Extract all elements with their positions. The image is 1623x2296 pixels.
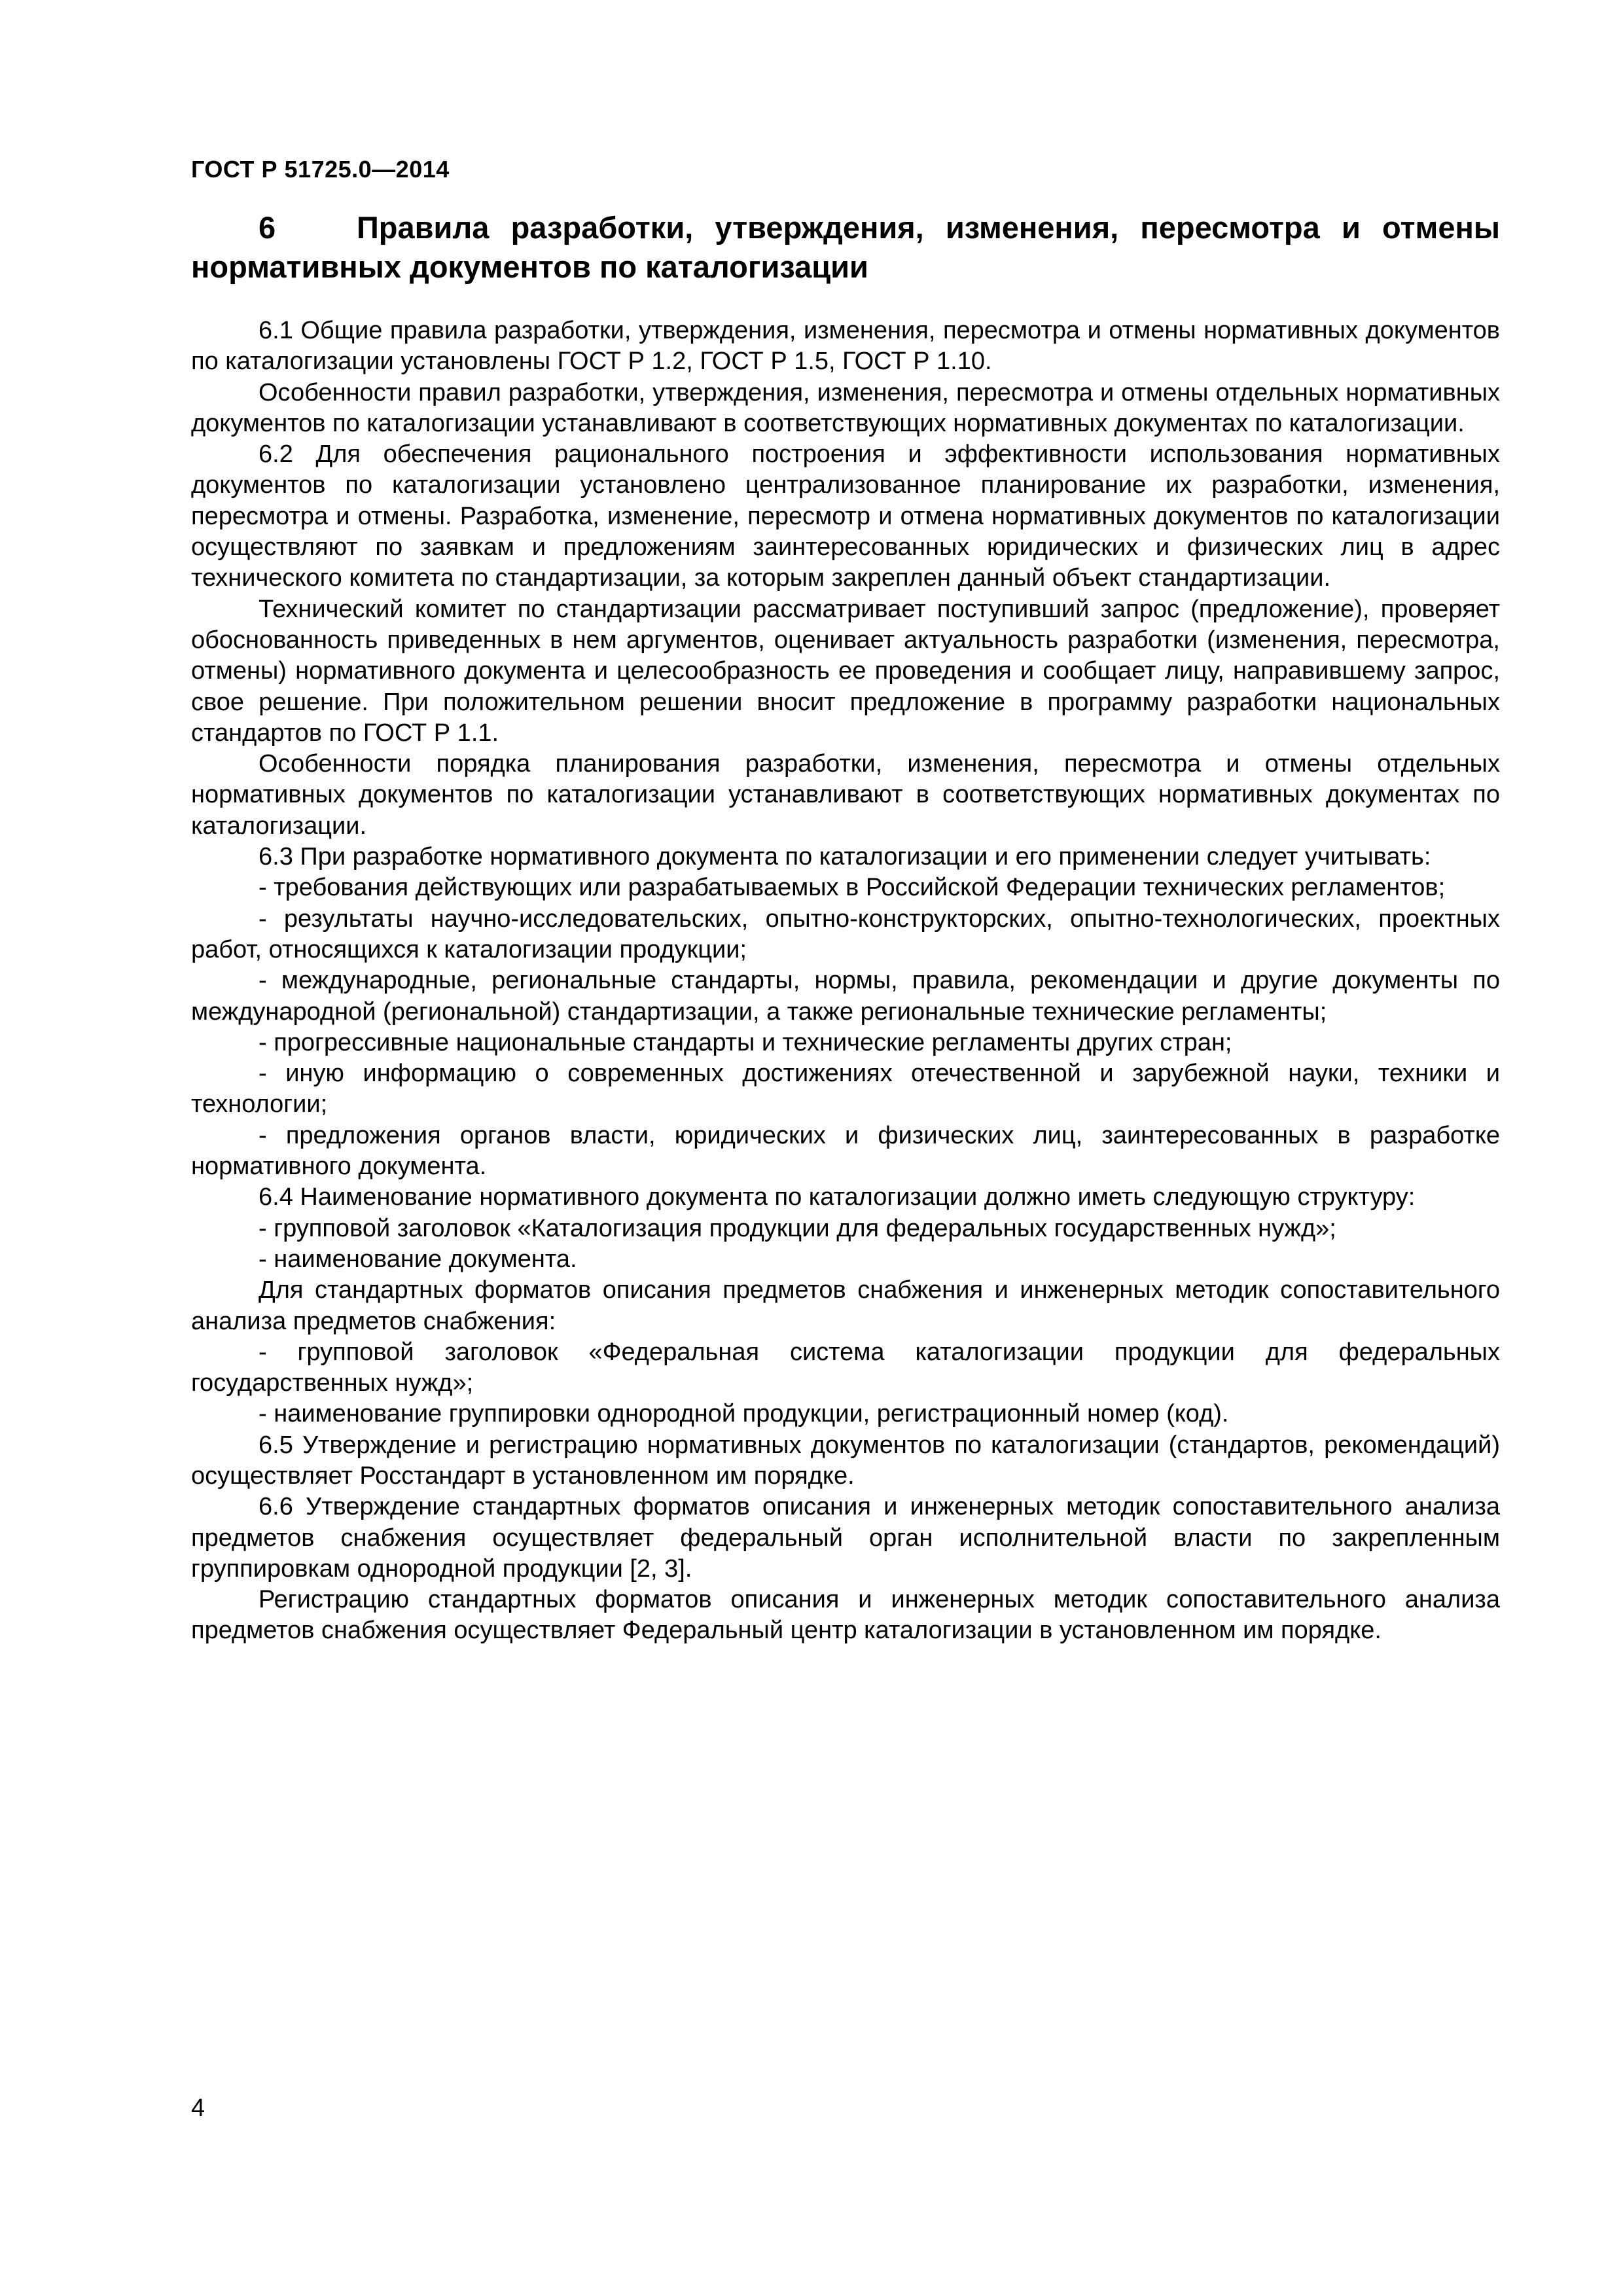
document-code-header: ГОСТ Р 51725.0—2014 [191,156,450,183]
paragraph: Для стандартных форматов описания предметов снабжения и инженерных методик сопоставительного анализа предметов снабжения: [191,1276,1500,1335]
paragraph-6-3: 6.3 При разработке нормативного документа по каталогизации и его применении следует учитывать: [259,843,1431,871]
paragraph: Регистрацию стандартных форматов описания и инженерных методик сопоставительного анализа предметов снабжения осуществляет Федеральный центр каталогизации в установленном им порядке. [191,1586,1500,1645]
paragraph-6-2: 6.2 Для обеспечения рационального построения и эффективности использования нормативных документов по каталогизации установлено централизованное планирование их разработки, изменения, пересмотра и отмены. Разработка, изменение, пересмотр и отмена нормативных документов по каталогизации осуществляют по заявкам и предложениям заинтересованных юридических и физических лиц в адрес технического комитета по стандартизации, за которым закреплен данный объект стандартизации. [191,440,1500,592]
list-item: - прогрессивные национальные стандарты и технические регламенты других стран; [259,1028,1232,1056]
list-item: - наименование группировки однородной продукции, регистрационный номер (код). [259,1400,1229,1428]
list-item: - групповой заголовок «Федеральная система каталогизации продукции для федеральных государственных нужд»; [191,1338,1500,1397]
paragraph: Технический комитет по стандартизации рассматривает поступивший запрос (предложение), проверяет обоснованность приведенных в нем аргументов, оценивает актуальность разработки (изменения, пересмотра, отмены) нормативного документа и целесообразность ее проведения и сообщает лицу, направившему запрос, свое решение. При положительном решении вносит предложение в программу разработки национальных стандартов по ГОСТ Р 1.1. [191,595,1500,747]
paragraph-6-6: 6.6 Утверждение стандартных форматов описания и инженерных методик сопоставительного анализа предметов снабжения осуществляет федеральный орган исполнительной власти по закрепленным группировкам однородной продукции [2, 3]. [191,1493,1500,1583]
section-heading-line1 [191,210,1500,245]
page-number: 4 [191,2094,205,2122]
section-heading [191,208,1500,287]
document-body [191,315,1500,1647]
list-item: - иную информацию о современных достижениях отечественной и зарубежной науки, техники и технологии; [191,1060,1500,1119]
paragraph-6-4: 6.4 Наименование нормативного документа по каталогизации должно иметь следующую структуру: [259,1183,1416,1211]
section-number: 6 [259,210,276,245]
section-title-text-1: Правила разработки, утверждения, изменения, пересмотра и отмены [357,210,1500,245]
paragraph: Особенности правил разработки, утверждения, изменения, пересмотра и отмены отдельных нормативных документов по каталогизации устанавливают в соответствующих нормативных документах по каталогизации. [191,378,1500,437]
section-title-text-2: нормативных документов по каталогизации [191,249,868,284]
list-item: - групповой заголовок «Каталогизация продукции для федеральных государственных нужд»; [259,1214,1336,1242]
list-item: - требования действующих или разрабатываемых в Российской Федерации технических регламентов; [259,874,1446,902]
list-item: - международные, региональные стандарты, нормы, правила, рекомендации и другие документы по международной (региональной) стандартизации, а также региональные технические регламенты; [191,967,1500,1026]
paragraph-6-5: 6.5 Утверждение и регистрацию нормативных документов по каталогизации (стандартов, рекомендаций) осуществляет Росстандарт в установленном им порядке. [191,1431,1500,1490]
paragraph: Особенности порядка планирования разработки, изменения, пересмотра и отмены отдельных нормативных документов по каталогизации устанавливают в соответствующих нормативных документах по каталогизации. [191,750,1500,840]
list-item: - предложения органов власти, юридических и физических лиц, заинтересованных в разработке нормативного документа. [191,1121,1500,1181]
list-item: - результаты научно-исследовательских, опытно-конструкторских, опытно-технологических, проектных работ, относящихся к каталогизации продукции; [191,905,1500,963]
paragraph-6-1: 6.1 Общие правила разработки, утверждения, изменения, пересмотра и отмены нормативных документов по каталогизации установлены ГОСТ Р 1.2, ГОСТ Р 1.5, ГОСТ Р 1.10. [191,317,1500,376]
list-item: - наименование документа. [259,1245,577,1273]
